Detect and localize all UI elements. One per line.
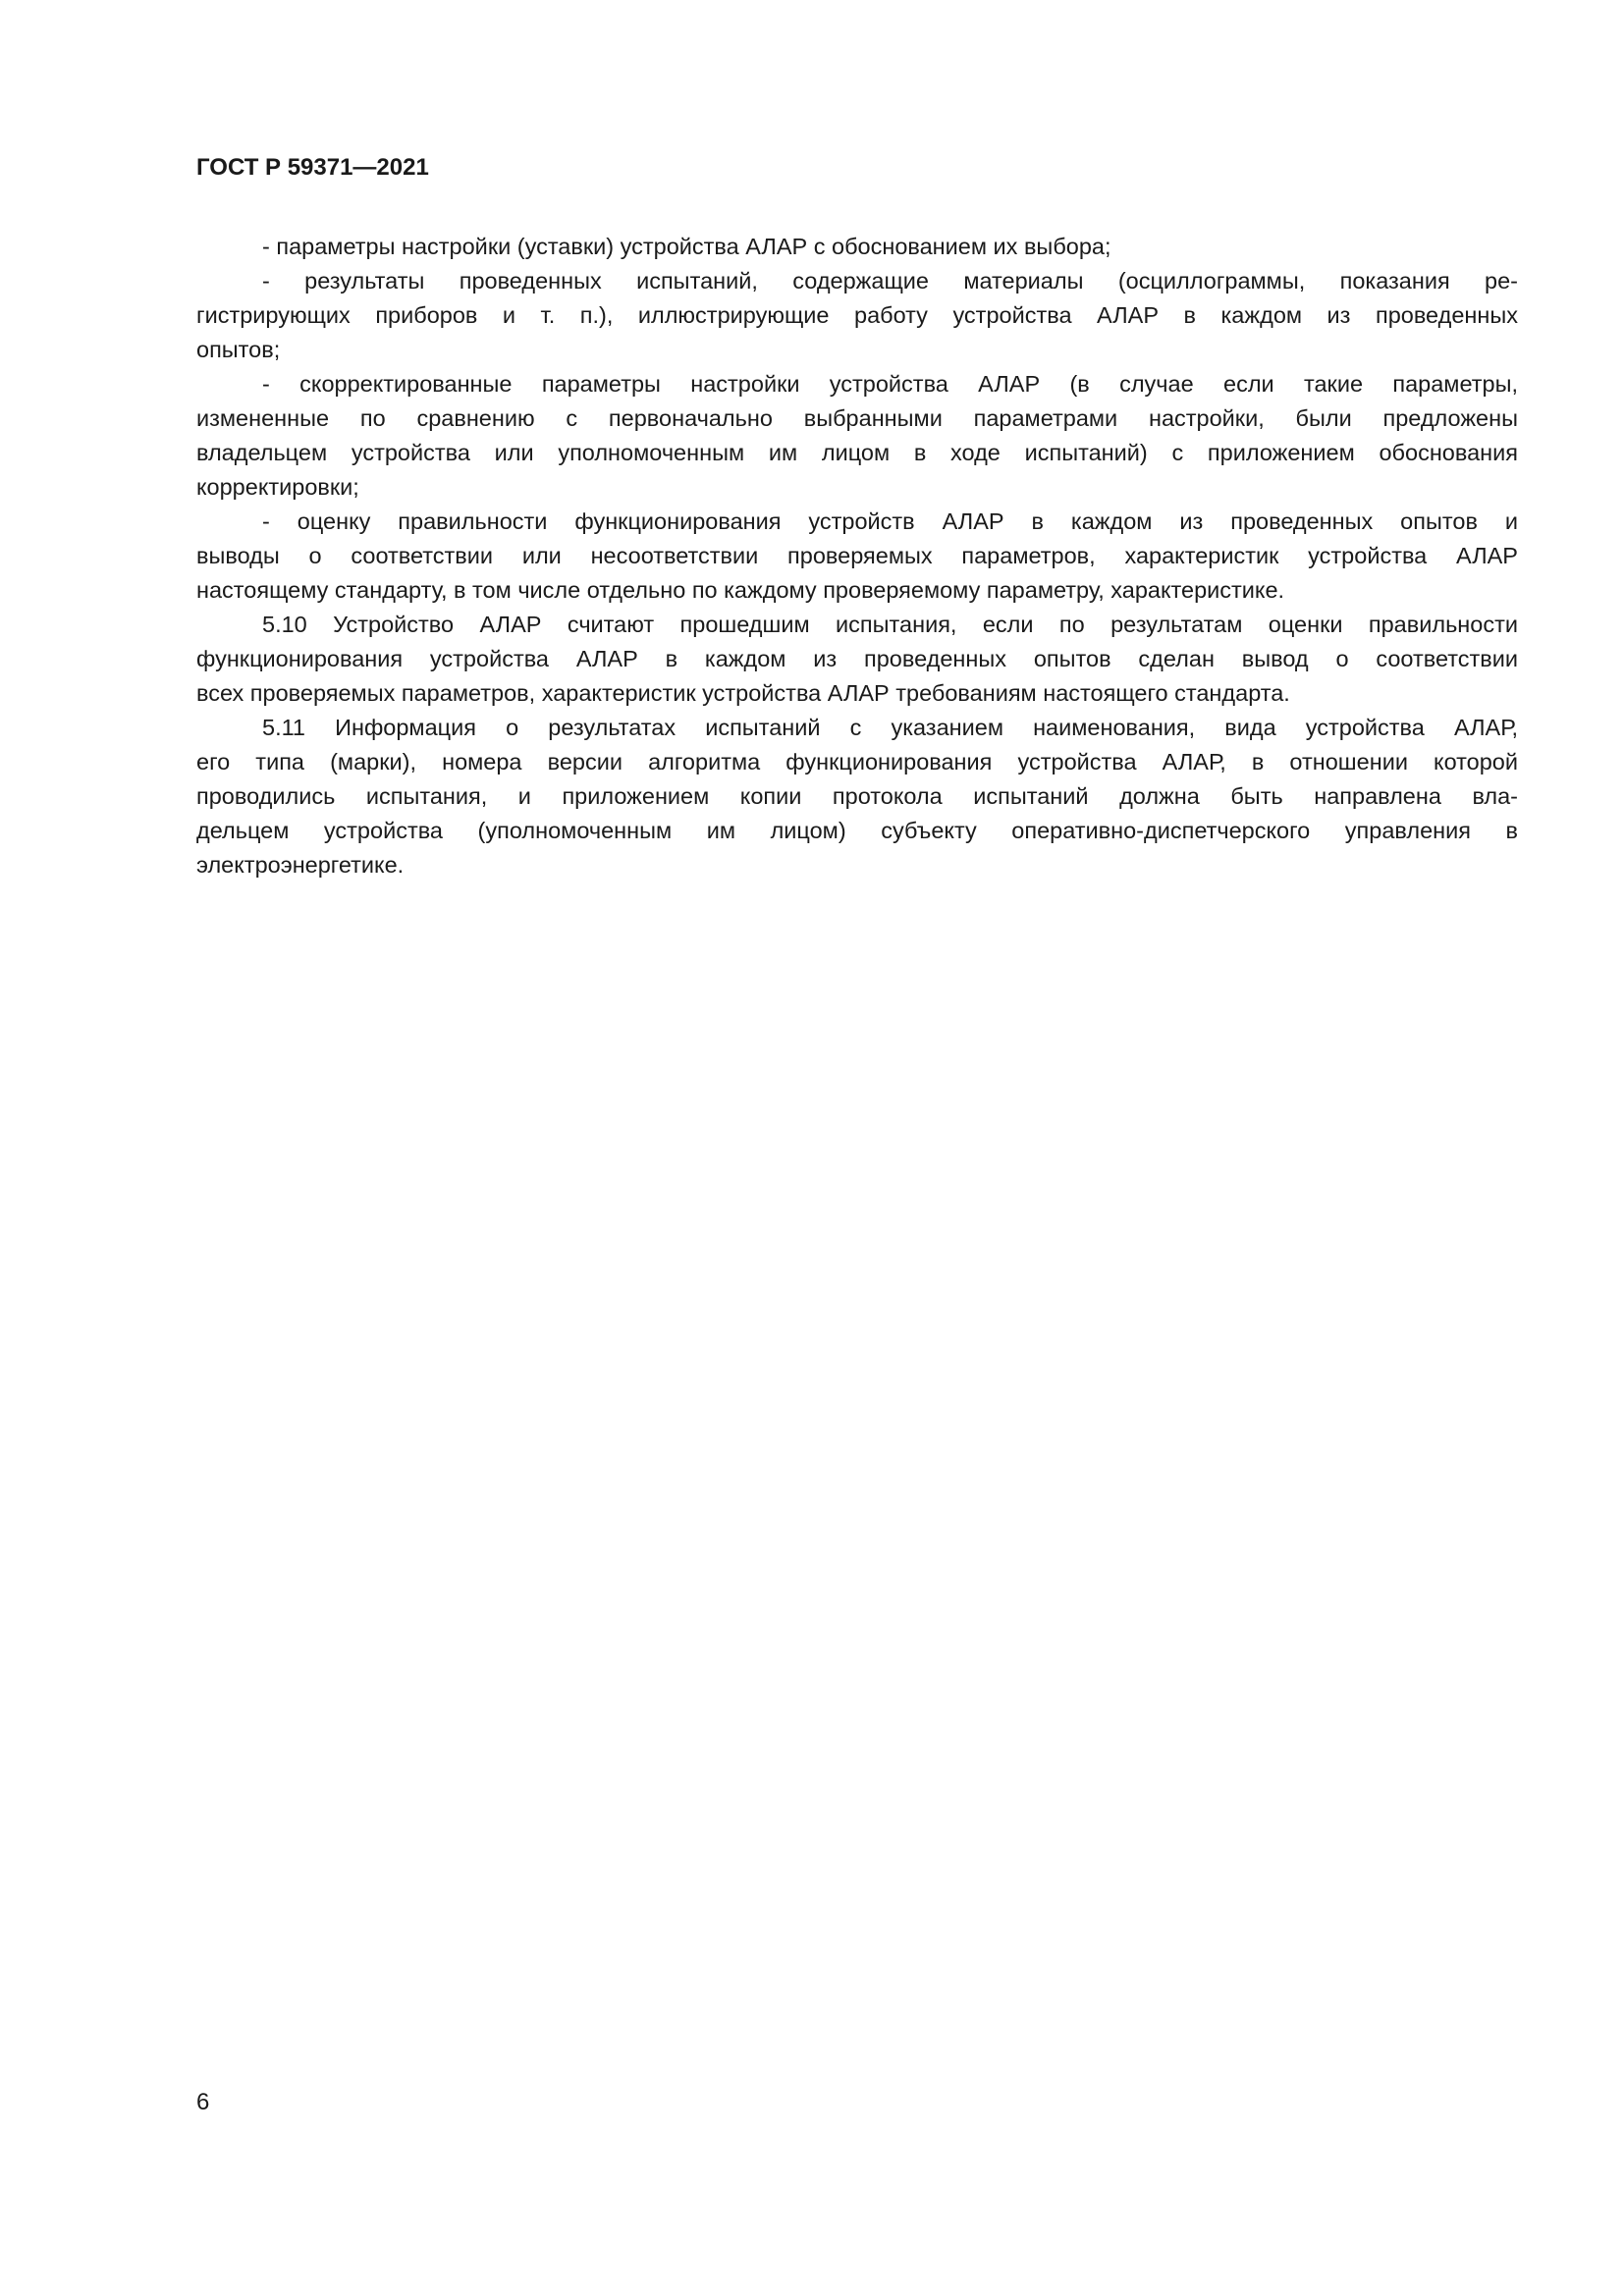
- text-line: гистрирующих приборов и т. п.), иллюстрирующие работу устройства АЛАР в каждом из проведенных: [196, 302, 1518, 328]
- text-line: - скорректированные параметры настройки устройства АЛАР (в случае если такие параметры,: [262, 371, 1518, 397]
- text-line: измененные по сравнению с первоначально выбранными параметрами настройки, были предложены: [196, 405, 1518, 431]
- text-line: - результаты проведенных испытаний, содержащие материалы (осциллограммы, показания ре-: [262, 268, 1518, 294]
- text-line: электроэнергетике.: [196, 852, 405, 878]
- text-line: - оценку правильности функционирования устройств АЛАР в каждом из проведенных опытов и: [262, 508, 1518, 534]
- text-line: опытов;: [196, 337, 281, 362]
- text-line: - параметры настройки (уставки) устройства АЛАР с обоснованием их выбора;: [262, 234, 1111, 259]
- page-number: 6: [196, 2089, 210, 2115]
- paragraph: [196, 608, 1518, 711]
- text-line: 5.10 Устройство АЛАР считают прошедшим испытания, если по результатам оценки правильности: [262, 612, 1518, 637]
- text-line: функционирования устройства АЛАР в каждом из проведенных опытов сделан вывод о соответствии: [196, 646, 1518, 671]
- paragraph: [196, 264, 1518, 367]
- text-line: всех проверяемых параметров, характеристик устройства АЛАР требованиям настоящего стандарта.: [196, 680, 1290, 706]
- document-body: [196, 230, 1518, 882]
- text-line: корректировки;: [196, 474, 359, 500]
- text-line: проводились испытания, и приложением копии протокола испытаний должна быть направлена вла-: [196, 783, 1518, 809]
- text-line: владельцем устройства или уполномоченным им лицом в ходе испытаний) с приложением обоснования: [196, 440, 1518, 465]
- text-line: выводы о соответствии или несоответствии проверяемых параметров, характеристик устройства АЛАР: [196, 543, 1518, 568]
- text-line: 5.11 Информация о результатах испытаний с указанием наименования, вида устройства АЛАР,: [262, 715, 1518, 740]
- paragraph: [196, 711, 1518, 882]
- document-header: ГОСТ Р 59371—2021: [196, 154, 429, 181]
- text-line: настоящему стандарту, в том числе отдельно по каждому проверяемому параметру, характеристике.: [196, 577, 1285, 603]
- paragraph: [196, 505, 1518, 608]
- text-line: дельцем устройства (уполномоченным им лицом) субъекту оперативно-диспетчерского управления в: [196, 818, 1518, 843]
- text-line: его типа (марки), номера версии алгоритма функционирования устройства АЛАР, в отношении которой: [196, 749, 1518, 774]
- paragraph: [196, 367, 1518, 505]
- paragraph: [196, 230, 1518, 264]
